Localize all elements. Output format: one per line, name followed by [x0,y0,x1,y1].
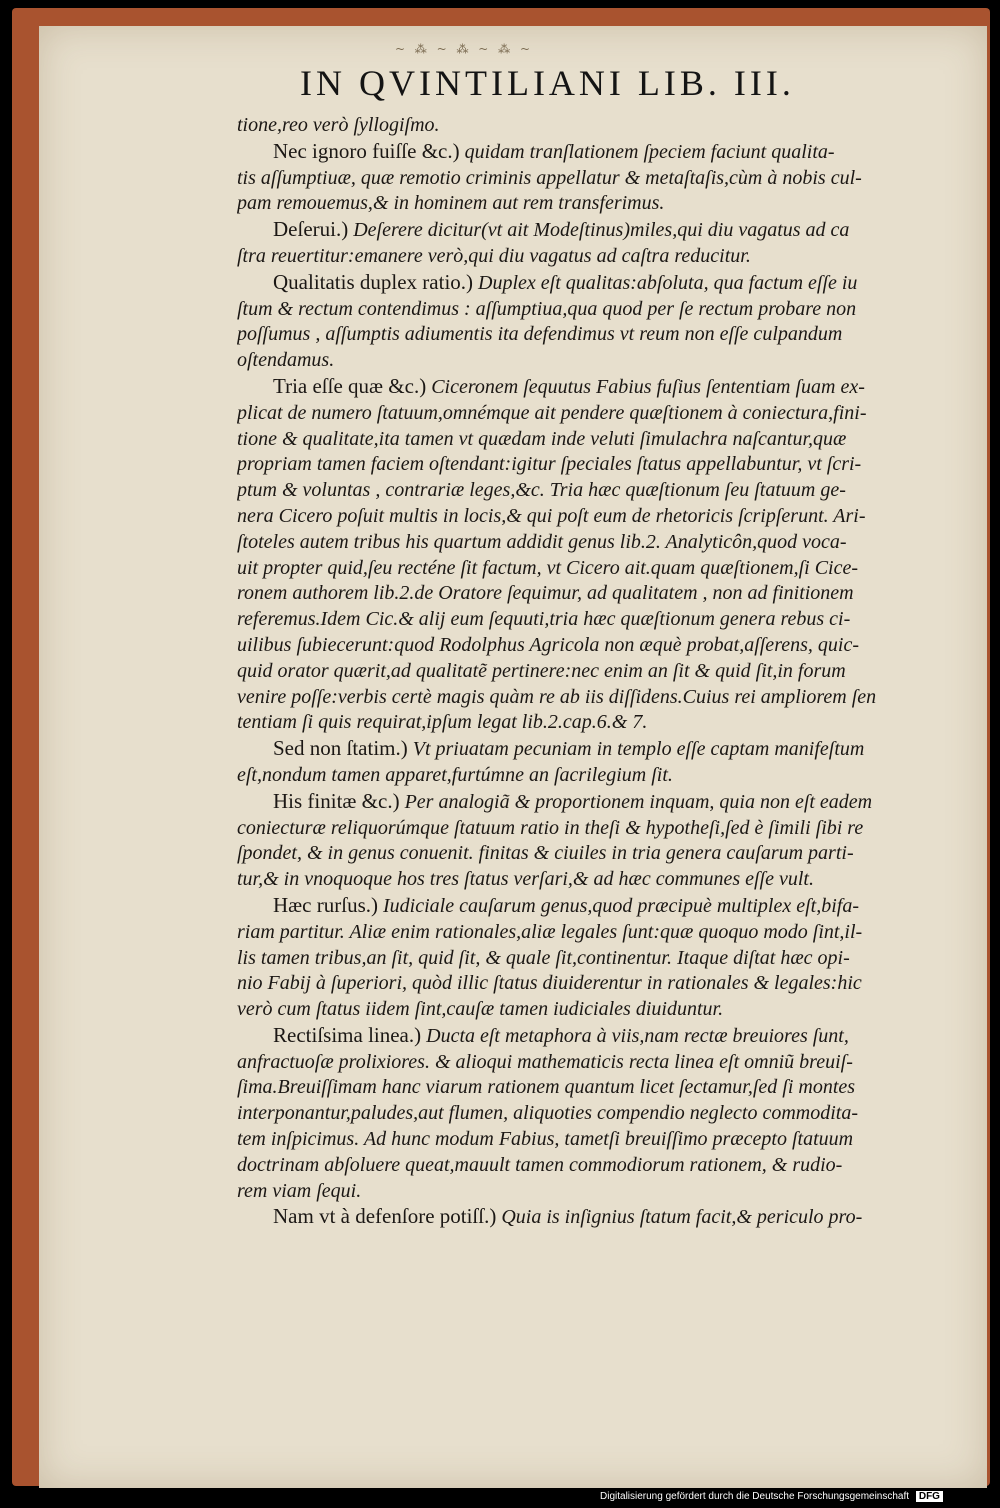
text-line [237,710,963,736]
line-text: tis aſſumptiuæ, quæ remotio criminis appellatur & metaſtaſis,cùm à nobis cul- [237,166,862,189]
lemma: Rectiſsima linea.) [273,1022,422,1047]
running-header: IN QVINTILIANI LIB. III. [300,63,795,103]
text-line [237,139,963,166]
ornament: ~ ⁂ ~ ⁂ ~ ⁂ ~ [394,42,534,56]
text-line [237,270,963,297]
line-text: pam remouemus,& in hominem aut rem transferimus. [237,192,665,215]
line-text: Deſerere dicitur(vt ait Modeſtinus)miles,qui diu vagatus ad ca [353,219,850,242]
text-line [237,920,963,946]
text-line [237,971,963,997]
text-line [237,504,963,530]
text-line [237,556,963,582]
text-line [237,1153,963,1179]
line-text: coniecturæ reliquorúmque ſtatuum ratio in theſi & hypotheſi,ſed è ſimili ſibi re [237,816,864,839]
footer [600,1491,995,1505]
line-text: lis tamen tribus,an ſit, quid ſit, & quale ſit,continentur. Itaque diſtat hæc opi- [237,946,850,969]
text-line [237,1127,963,1153]
text-line [237,478,963,504]
text-line [237,191,963,217]
text-line [237,685,963,711]
line-text: ptum & voluntas , contrariæ leges,&c. Tria hæc quæſtionum ſeu ſtatuum ge- [237,479,846,502]
line-text: Duplex eſt qualitas:abſoluta, qua factum eſſe iu [478,271,858,294]
text-line [237,633,963,659]
line-text: riam partitur. Aliæ enim rationales,aliæ legales ſunt:quæ quoquo modo ſint,il- [237,920,863,943]
line-text: oſtendamus. [237,349,335,372]
line-text: nera Cicero poſuit multis in locis,& qui poſt eum de rhetoricis ſcripſerunt. Ari- [237,504,866,527]
text-line [237,997,963,1023]
line-text: anfractuoſæ prolixiores. & alioqui mathematicis recta linea eſt omniũ breuiſ- [237,1050,853,1073]
text-line [237,297,963,323]
line-text: eſt,nondum tamen apparet,furtúmne an ſacrilegium ſit. [237,763,673,786]
line-text: poſſumus , aſſumptis adiumentis ita defendimus vt reum non eſſe culpandum [237,323,843,346]
line-text: Ducta eſt metaphora à viis,nam rectæ breuiores ſunt, [426,1024,849,1047]
footer-text: Digitalisierung gefördert durch die Deutsche Forschungsgemeinschaft [600,1491,910,1502]
line-text: uilibus ſubiecerunt:quod Rodolphus Agricola non æquè probat,aſſerens, quic- [237,633,859,656]
lemma: Deſerui.) [273,217,349,242]
text-line [237,867,963,893]
text-line [237,452,963,478]
text-line [237,581,963,607]
line-text: uit propter quid,ſeu recténe ſit factum, vt Cicero ait.quam quæſtionem,ſi Cice- [237,556,859,579]
line-text: Vt priuatam pecuniam in templo eſſe captam manifeſtum [412,738,865,761]
text-line [237,1101,963,1127]
lemma: Nam vt à defenſore potiſſ.) [273,1204,497,1229]
text-line [237,348,963,374]
text-line [237,244,963,270]
lemma: Qualitatis duplex ratio.) [273,269,474,294]
text-line [237,816,963,842]
line-text: quidam tranſlationem ſpeciem faciunt qualita- [464,140,835,163]
text-line [237,1075,963,1101]
line-text: interponantur,paludes,aut flumen, aliquoties compendio neglecto commodita- [237,1102,859,1125]
text-line [237,217,963,244]
line-text: Iudiciale cauſarum genus,quod præcipuè multiplex eſt,bifa- [382,894,860,917]
line-text: propriam tamen faciem oſtendant:igitur ſpeciales ſtatus appellabuntur, vt ſcri- [237,453,862,476]
line-text: tione & qualitate,ita tamen vt quædam inde veluti ſimulachra naſcantur,quæ [237,427,847,450]
line-text: ſima.Breuiſſimam hanc viarum rationem quantum licet ſectamur,ſed ſi montes [237,1076,856,1099]
text-line [237,659,963,685]
text-line [237,763,963,789]
text-line [237,946,963,972]
text-line [237,166,963,192]
line-text: verò cum ſtatus iidem ſint,cauſæ tamen iudiciales diuiduntur. [237,998,724,1021]
text-line [237,736,963,763]
line-text: rem viam ſequi. [237,1179,362,1202]
text-line [237,1179,963,1205]
text-line [237,1023,963,1050]
lemma: Nec ignoro fuiſſe &c.) [273,138,460,163]
line-text: referemus.Idem Cic.& alij eum ſequuti,tria hæc quæſtionum genera rebus ci- [237,608,851,631]
text-line [237,841,963,867]
text-line [237,530,963,556]
text-line [237,401,963,427]
text-line [237,1050,963,1076]
line-text: ſpondet, & in genus conuenit. finitas & ciuiles in tria genera cauſarum parti- [237,842,854,865]
text-line [237,789,963,816]
line-text: tione,reo verò ſyllogiſmo. [237,114,440,136]
dfg-logo: DFG [916,1491,943,1502]
text-line [237,1204,963,1231]
line-text: doctrinam abſoluere queat,mauult tamen commodiorum rationem, & rudio- [237,1153,843,1176]
text-line [237,322,963,348]
line-text: ſtoteles autem tribus his quartum addidit genus lib.2. Analyticôn,quod voca- [237,530,847,553]
line-text: Per analogiã & proportionem inquam, quia non eſt eadem [404,790,873,813]
lemma: Hæc rurſus.) [273,892,378,917]
line-text: venire poſſe:verbis certè magis quàm re ab iis diſſidens.Cuius rei ampliorem ſen [237,685,877,708]
line-text: Ciceronem ſequutus Fabius fuſius ſententiam ſuam ex- [431,375,865,398]
text-line [237,427,963,453]
line-text: tem inſpicimus. Ad hunc modum Fabius, tametſi breuiſſimo præcepto ſtatuum [237,1128,854,1151]
text-line [237,607,963,633]
text-line [237,893,963,920]
text-line [237,113,963,139]
line-text: nio Fabij à ſuperiori, quòd illic ſtatus diuiderentur in rationales & legales:hic [237,972,862,995]
lemma: Tria eſſe quæ &c.) [273,373,427,398]
text-line [237,374,963,401]
line-text: tentiam ſi quis requirat,ipſum legat lib.2.cap.6.& 7. [237,711,648,734]
line-text: ſtum & rectum contendimus : aſſumptiua,qua quod per ſe rectum probare non [237,297,857,320]
line-text: ſtra reuertitur:emanere verò,qui diu vagatus ad caſtra reducitur. [237,244,751,267]
line-text: plicat de numero ſtatuum,omnémque ait pendere quæſtionem à coniectura,fini- [237,401,867,424]
line-text: Quia is inſignius ſtatum facit,& periculo pro- [501,1206,863,1229]
lemma: His finitæ &c.) [273,788,400,813]
lemma: Sed non ſtatim.) [273,736,408,761]
line-text: quid orator quærit,ad qualitatẽ pertinere:nec enim an ſit & quid ſit,in forum [237,659,846,682]
line-text: tur,& in vnoquoque hos tres ſtatus verſari,& ad hæc communes eſſe vult. [237,868,814,891]
body-text [237,113,963,1231]
line-text: ronem authorem lib.2.de Oratore ſequimur, ad qualitatem , non ad finitionem [237,582,854,605]
